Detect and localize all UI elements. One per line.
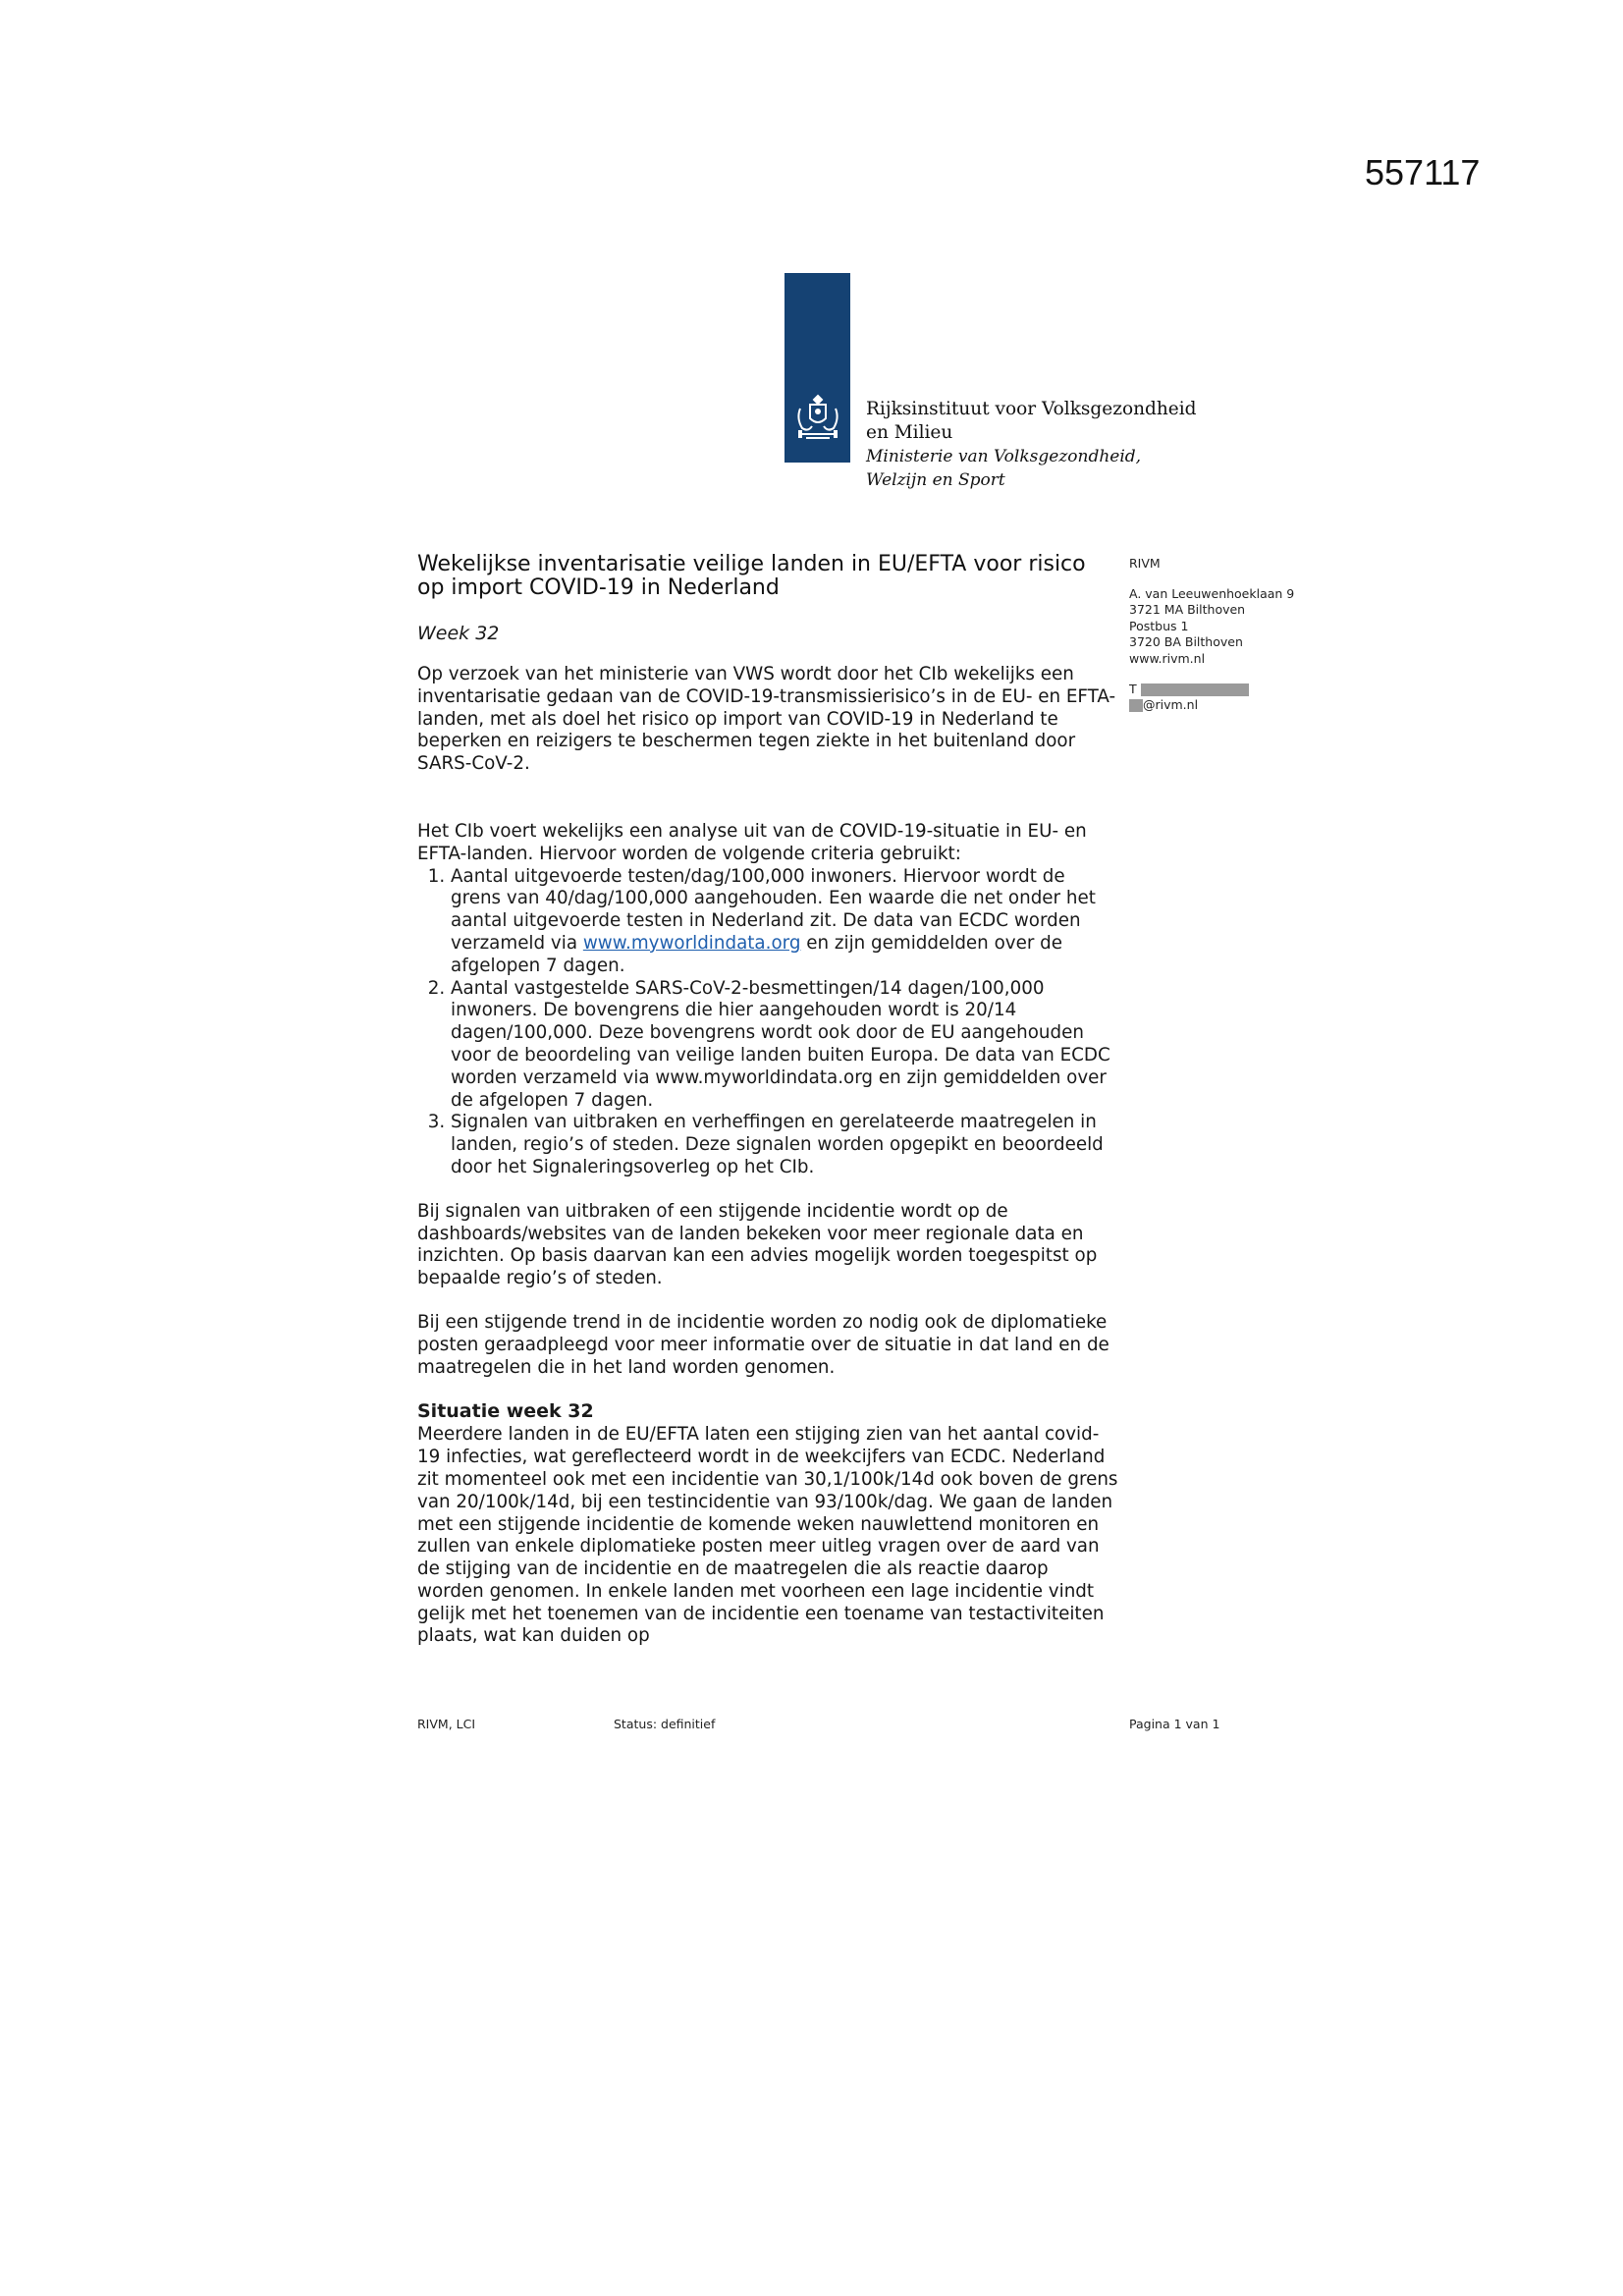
sender-info xyxy=(1129,556,1325,714)
myworldindata-link[interactable]: www.myworldindata.org xyxy=(582,932,801,954)
document-title: Wekelijkse inventarisatie veilige landen in EU/EFTA voor risico op import COVID-19 in Nederland xyxy=(417,552,1086,600)
footer-page: Pagina 1 van 1 xyxy=(1129,1717,1220,1731)
phone-prefix: T xyxy=(1129,681,1137,696)
sender-org: RIVM xyxy=(1129,556,1161,571)
criterion-1-text-end: en zijn gemiddelden over de afgelopen 7 dagen. xyxy=(451,932,1062,976)
sender-website: www.rivm.nl xyxy=(1129,650,1206,666)
footer-status: Status: definitief xyxy=(614,1717,716,1731)
week-label: Week 32 xyxy=(417,623,500,644)
main-content xyxy=(417,553,1119,1648)
criterion-1-text: Aantal uitgevoerde testen/dag/100,000 inwoners. Hiervoor wordt de grens van 40/dag/100,000 aangehouden. Een waarde die net onder het aantal uitgevoerde testen in Nederland zit. De data van ECDC worden verzameld via xyxy=(451,865,1096,954)
org-line-1: Rijksinstituut voor Volksgezondheid xyxy=(866,399,1197,419)
sender-postbus: Postbus 1 xyxy=(1129,618,1189,633)
trend-paragraph: Bij een stijgende trend in de incidentie worden zo nodig ook de diplomatieke posten geraadpleegd voor meer informatie over de situatie in dat land en de maatregelen die in het land worden genomen. xyxy=(417,1311,1109,1378)
email-suffix: @rivm.nl xyxy=(1143,697,1199,713)
document-number: 557117 xyxy=(1365,152,1481,192)
sender-phone xyxy=(1129,682,1325,698)
criterion-2: 2. Aantal vastgestelde SARS-CoV-2-besmettingen/14 dagen/100,000 inwoners. De bovengrens die hier aangehouden wordt is 20/14 dagen/100,000. Deze bovengrens wordt ook door de EU aangehouden voor de beoordeling van veilige landen buiten Europa. De data van ECDC worden verzameld via www.myworldindata.org en zijn gemiddelden over de afgelopen 7 dagen. xyxy=(451,978,1119,1113)
situation-heading: Situatie week 32 xyxy=(417,1400,594,1423)
criteria-list xyxy=(417,866,1119,1179)
coat-of-arms-icon xyxy=(792,391,843,444)
redacted-phone xyxy=(1141,683,1249,696)
intro-paragraph: Op verzoek van het ministerie van VWS wordt door het CIb wekelijks een inventarisatie gedaan van de COVID-19-transmissierisico’s in de EU- en EFTA-landen, met als doel het risico op import van COVID-19 in Nederland te beperken en reizigers te beschermen tegen ziekte in het buitenland door SARS-CoV-2. xyxy=(417,664,1116,775)
sender-street: A. van Leeuwenhoeklaan 9 xyxy=(1129,585,1295,601)
situation-paragraph: Meerdere landen in de EU/EFTA laten een stijging zien van het aantal covid-19 infecties, wat gereflecteerd wordt in de weekcijfers van ECDC. Nederland zit momenteel ook met een incidentie van 30,1/100k/14d ook boven de grens van 20/100k/14d, bij een testincidentie van 93/100k/dag. We gaan de landen met een stijgende incidentie de komende weken nauwlettend monitoren en zullen van enkele diplomatieke posten meer uitleg vragen over de aard van de stijging van de incidentie en de maatregelen die als reactie daarop worden genomen. In enkele landen met voorheen een lage incidentie vindt gelijk met het toenemen van de incidentie een toename van testactiviteiten plaats, wat kan duiden op xyxy=(417,1424,1118,1647)
signals-paragraph: Bij signalen van uitbraken of een stijgende incidentie wordt op de dashboards/websites van de landen bekeken voor meer regionale data en inzichten. Op basis daarvan kan een advies mogelijk worden toegespitst op bepaalde regio’s of steden. xyxy=(417,1200,1098,1289)
organization-name xyxy=(866,398,1196,492)
org-line-4: Welzijn en Sport xyxy=(866,470,1005,490)
sender-city: 3721 MA Bilthoven xyxy=(1129,602,1246,618)
redacted-email xyxy=(1129,699,1143,712)
org-line-3: Ministerie van Volksgezondheid, xyxy=(866,447,1142,466)
org-line-2: en Milieu xyxy=(866,422,953,443)
sender-email xyxy=(1129,697,1325,714)
analysis-intro: Het CIb voert wekelijks een analyse uit van de COVID-19-situatie in EU- en EFTA-landen. Hiervoor worden de volgende criteria gebruikt: xyxy=(417,820,1087,864)
sender-postcity: 3720 BA Bilthoven xyxy=(1129,634,1243,650)
criterion-1 xyxy=(451,866,1119,978)
footer-left: RIVM, LCI xyxy=(417,1717,476,1731)
criterion-3: 3. Signalen van uitbraken en verheffingen en gerelateerde maatregelen in landen, regio’s of steden. Deze signalen worden opgepikt en beoordeeld door het Signaleringsoverleg op het CIb. xyxy=(451,1112,1119,1178)
